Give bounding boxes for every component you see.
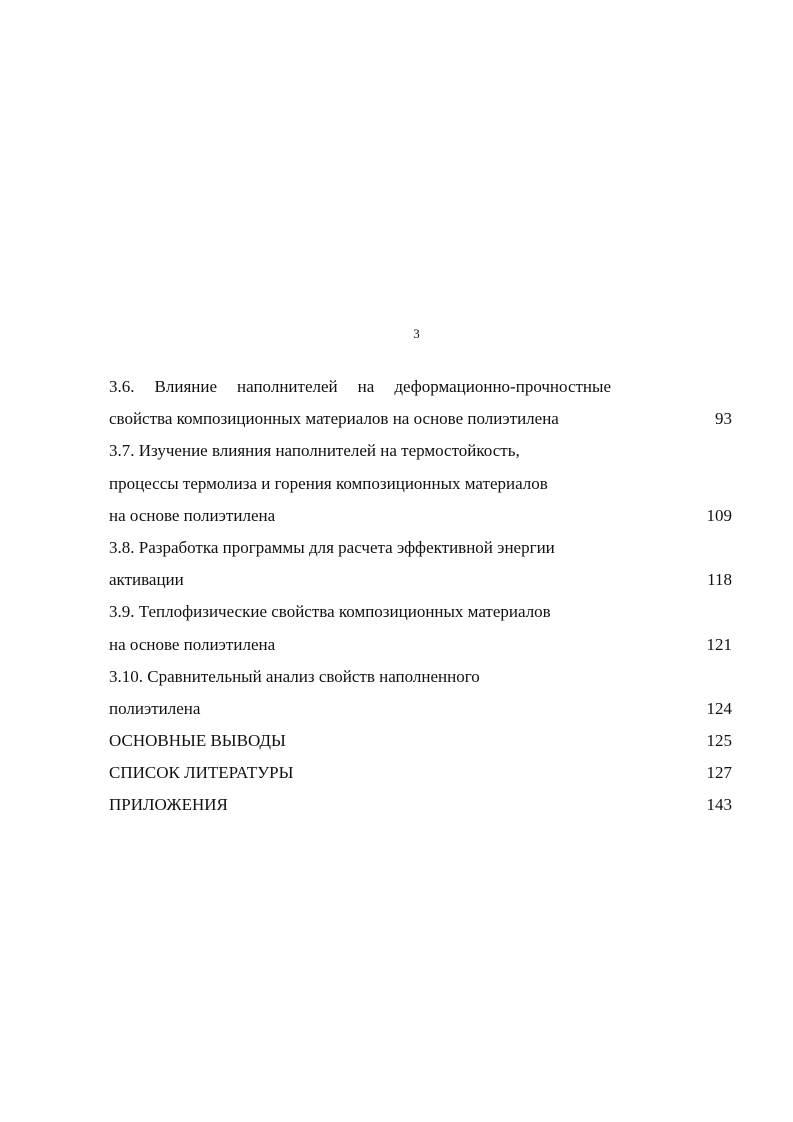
toc-entry-3-8-line-1 xyxy=(109,532,732,564)
toc-entry-references xyxy=(109,757,732,789)
toc-entry-3-7-line-3 xyxy=(109,500,732,532)
toc-entry-text: 3.10. Сравнительный анализ свойств наполненного xyxy=(109,666,480,686)
toc-entry-page: 118 xyxy=(707,570,732,590)
toc-entry-text: 3.6. Влияние наполнителей на деформационно-прочностные xyxy=(109,377,611,396)
toc-entry-3-6-line-1 xyxy=(109,371,732,403)
toc-entry-text: процессы термолиза и горения композиционных материалов xyxy=(109,473,548,493)
toc-entry-text: 3.9. Теплофизические свойства композиционных материалов xyxy=(109,602,551,622)
toc-entry-text: активации xyxy=(109,570,184,590)
toc-entry-text: свойства композиционных материалов на основе полиэтилена xyxy=(109,409,559,429)
toc-entry-text: 3.8. Разработка программы для расчета эффективной энергии xyxy=(109,537,555,557)
toc-entry-3-10-line-2 xyxy=(109,693,732,725)
toc-entry-3-8-line-2 xyxy=(109,564,732,596)
toc-entry-conclusions xyxy=(109,725,732,757)
toc-entry-page: 124 xyxy=(706,698,732,718)
toc-entry-appendices xyxy=(109,789,732,821)
toc-entry-3-7-line-2 xyxy=(109,468,732,500)
toc-entry-text: ОСНОВНЫЕ ВЫВОДЫ xyxy=(109,731,286,751)
toc-entry-page: 109 xyxy=(706,505,732,525)
toc-entry-page: 143 xyxy=(706,795,732,815)
toc-entry-text: полиэтилена xyxy=(109,698,201,718)
toc-entry-text: ПРИЛОЖЕНИЯ xyxy=(109,795,228,815)
toc-entry-text: на основе полиэтилена xyxy=(109,505,276,525)
page-number: 3 xyxy=(413,326,420,341)
toc-entry-page: 121 xyxy=(706,634,732,654)
toc-entry-3-7-line-1 xyxy=(109,435,732,467)
toc-entry-page: 93 xyxy=(715,409,732,429)
toc-entry-text: 3.7. Изучение влияния наполнителей на термостойкость, xyxy=(109,441,520,461)
toc-entry-page: 127 xyxy=(706,763,732,783)
toc-entry-page: 125 xyxy=(706,731,732,751)
toc-entry-3-10-line-1 xyxy=(109,661,732,693)
table-of-contents xyxy=(109,371,732,822)
toc-entry-3-9-line-2 xyxy=(109,629,732,661)
toc-entry-text: СПИСОК ЛИТЕРАТУРЫ xyxy=(109,763,294,783)
toc-entry-3-9-line-1 xyxy=(109,596,732,628)
toc-entry-3-6-line-2 xyxy=(109,403,732,435)
toc-entry-text: на основе полиэтилена xyxy=(109,634,276,654)
